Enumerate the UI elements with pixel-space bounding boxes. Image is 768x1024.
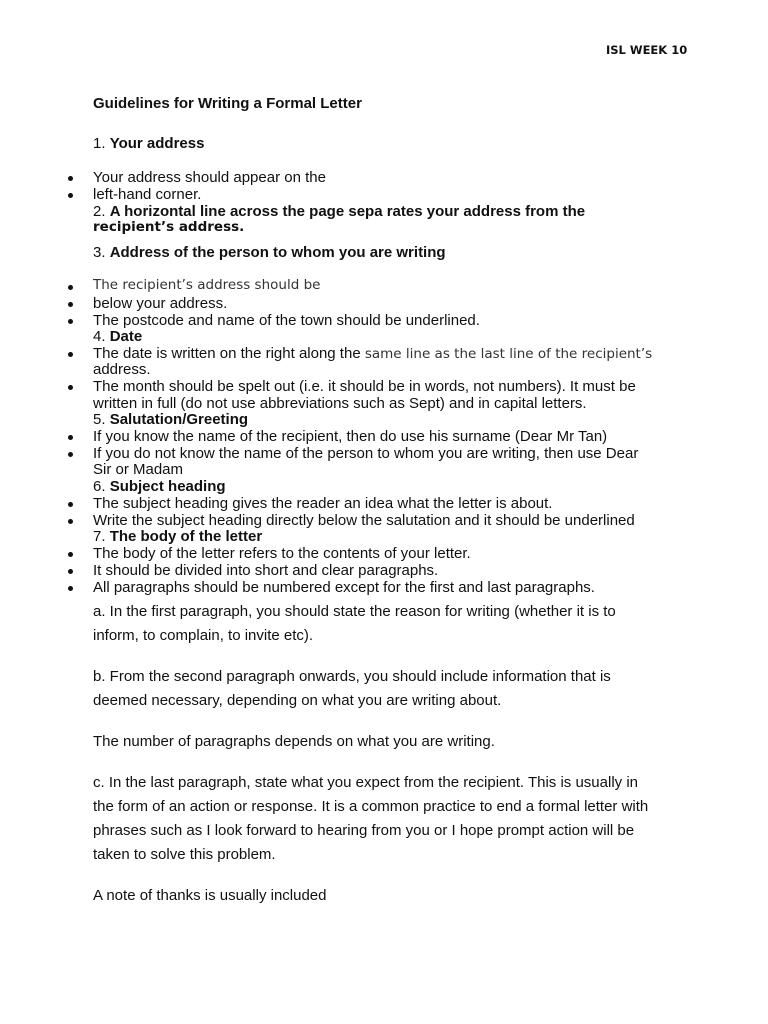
section-5-heading: [93, 412, 248, 427]
section-number: 1.: [93, 135, 106, 152]
list-item: The recipient’s address should be: [93, 277, 321, 293]
bullet-icon: [68, 385, 73, 390]
list-item-cont: written in full (do not use abbreviations such as Sept) and in capital letters.: [93, 395, 587, 412]
list-item: If you do not know the name of the person to whom you are writing, then use Dear: [93, 445, 639, 462]
bullet-icon: [68, 519, 73, 524]
list-item-cont: address.: [93, 361, 151, 378]
section-title: Salutation/Greeting: [109, 411, 249, 428]
list-item: [93, 346, 652, 362]
list-item: left-hand corner.: [93, 186, 202, 203]
paragraph-a-line: inform, to complain, to invite etc).: [93, 627, 314, 644]
list-item-text: The date is written on the right along the: [93, 345, 365, 362]
section-number: 3.: [93, 244, 106, 261]
section-title: Address of the person to whom you are writing: [109, 244, 446, 261]
section-number: 4.: [93, 328, 106, 345]
list-item: below your address.: [93, 295, 228, 312]
section-number: 2.: [93, 203, 106, 220]
list-item: The body of the letter refers to the contents of your letter.: [93, 545, 471, 562]
section-title: Subject heading: [109, 478, 226, 495]
paragraph-thanks: A note of thanks is usually included: [93, 887, 327, 904]
week-label: ISL WEEK 10: [606, 43, 688, 57]
section-2-heading-cont: recipient’s address.: [93, 219, 245, 235]
paragraph-count: The number of paragraphs depends on what you are writing.: [93, 733, 495, 750]
document-title: Guidelines for Writing a Formal Letter: [93, 95, 362, 112]
bullet-icon: [68, 552, 73, 557]
bullet-icon: [68, 452, 73, 457]
section-number: 6.: [93, 478, 106, 495]
bullet-icon: [68, 352, 73, 357]
section-3-heading: [93, 245, 446, 260]
paragraph-c-line: taken to solve this problem.: [93, 846, 276, 863]
bullet-icon: [68, 569, 73, 574]
section-title: A horizontal line across the page sepa rates your address from the: [109, 203, 586, 220]
paragraph-a-line: a. In the first paragraph, you should state the reason for writing (whether it is to: [93, 603, 616, 620]
paragraph-c-line: phrases such as I look forward to hearing from you or I hope prompt action will be: [93, 822, 635, 839]
list-item: Write the subject heading directly below the salutation and it should be underlined: [93, 512, 635, 529]
section-number: 5.: [93, 411, 106, 428]
list-item: The subject heading gives the reader an idea what the letter is about.: [93, 495, 553, 512]
section-4-heading: [93, 329, 142, 344]
section-7-heading: [93, 529, 262, 544]
list-item: All paragraphs should be numbered except for the first and last paragraphs.: [93, 579, 595, 596]
list-item-text: same line as the last line of the recipient’s: [364, 346, 653, 362]
paragraph-c-line: the form of an action or response. It is a common practice to end a formal letter with: [93, 798, 649, 815]
section-number: 7.: [93, 528, 106, 545]
list-item: If you know the name of the recipient, then do use his surname (Dear Mr Tan): [93, 428, 608, 445]
list-item: It should be divided into short and clear paragraphs.: [93, 562, 439, 579]
paragraph-b-line: deemed necessary, depending on what you are writing about.: [93, 692, 502, 709]
bullet-icon: [68, 586, 73, 591]
bullet-icon: [68, 302, 73, 307]
list-item: Your address should appear on the: [93, 169, 326, 186]
list-item: The postcode and name of the town should be underlined.: [93, 312, 480, 329]
bullet-icon: [68, 502, 73, 507]
bullet-icon: [68, 193, 73, 198]
list-item: The month should be spelt out (i.e. it should be in words, not numbers). It must be: [93, 378, 636, 395]
section-title: Your address: [109, 135, 205, 152]
section-6-heading: [93, 479, 226, 494]
list-item-cont: Sir or Madam: [93, 461, 184, 478]
bullet-icon: [68, 285, 73, 290]
section-2-heading: [93, 204, 585, 219]
bullet-icon: [68, 319, 73, 324]
section-title: Date: [109, 328, 143, 345]
section-title: The body of the letter: [109, 528, 263, 545]
paragraph-b-line: b. From the second paragraph onwards, you should include information that is: [93, 668, 611, 685]
bullet-icon: [68, 435, 73, 440]
section-1-heading: [93, 136, 204, 151]
paragraph-c-line: c. In the last paragraph, state what you expect from the recipient. This is usually in: [93, 774, 639, 791]
bullet-icon: [68, 176, 73, 181]
